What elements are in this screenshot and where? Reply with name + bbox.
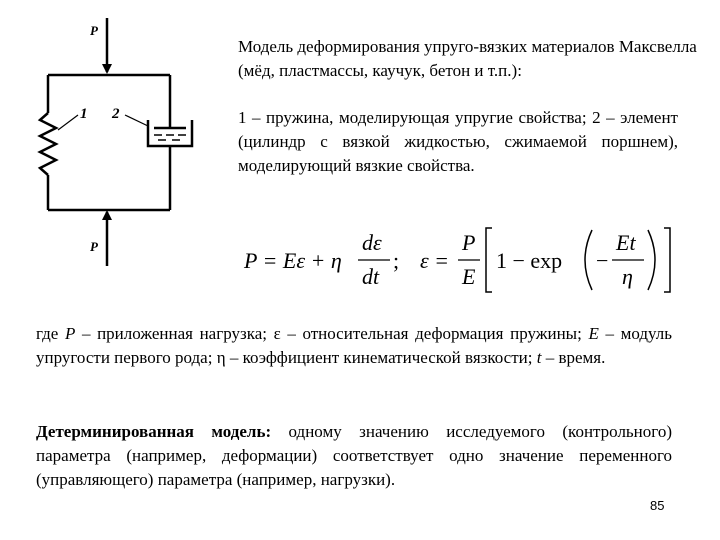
page-number: 85 xyxy=(650,498,665,513)
def-var-e: E xyxy=(588,324,599,343)
formula-frac1-den: dt xyxy=(362,264,380,289)
formula-frac3-den: η xyxy=(622,264,633,289)
def-var-t: t xyxy=(536,348,542,367)
maxwell-formula xyxy=(240,222,680,302)
deterministic-model-term: Детерминированная модель: xyxy=(36,422,272,441)
formula-left-bracket xyxy=(486,228,492,292)
formula-lhs: P = Eε + η xyxy=(244,248,342,273)
formula-eps-eq: ε = xyxy=(420,248,450,273)
formula-frac2-num: P xyxy=(462,230,476,255)
deterministic-model-paragraph xyxy=(36,420,672,492)
maxwell-model-diagram xyxy=(30,18,210,268)
def-text-e: – модуль упругости первого рода; η – коэффициент кинематической вязкости; xyxy=(36,324,672,367)
slide-title: Модель деформирования упруго-вязких материалов Максвелла (мёд, пластмассы, каучук, бетон и т.п.): xyxy=(238,37,697,80)
formula-frac2-den: E xyxy=(462,264,476,289)
damper-leader-line xyxy=(125,115,148,126)
def-text-a: где xyxy=(36,324,65,343)
def-var-p: P xyxy=(64,324,76,343)
formula-right-bracket xyxy=(664,228,670,292)
top-force-label: P xyxy=(90,23,98,38)
definitions-paragraph xyxy=(36,322,672,370)
formula-right-paren xyxy=(648,230,655,290)
formula-one-minus-exp: 1 − exp xyxy=(496,248,563,273)
spring-coil xyxy=(40,113,56,175)
spring-leader-line xyxy=(58,115,78,130)
spring-label: 1 xyxy=(80,106,88,122)
formula-frac1-num: dε xyxy=(362,230,382,255)
formula-inner-minus: − xyxy=(596,248,609,273)
deterministic-model-text: одному значению исследуемого (контрольного) параметра (например, деформации) соответствует одно значение переменного (управляющего) параметра (например, нагрузки). xyxy=(36,422,672,489)
bottom-force-label: P xyxy=(90,239,98,254)
bottom-force-arrowhead xyxy=(102,210,112,220)
formula-left-paren xyxy=(585,230,592,290)
formula-frac3-num: Et xyxy=(616,230,636,255)
element-legend: 1 – пружина, моделирующая упругие свойства; 2 – элемент (цилиндр с вязкой жидкостью, сжимаемой поршнем), моделирующий вязкие свойства. xyxy=(238,108,678,175)
def-text-g: – время. xyxy=(541,348,606,367)
damper-label: 2 xyxy=(112,106,120,122)
formula-separator: ; xyxy=(393,248,400,273)
top-force-arrowhead xyxy=(102,64,112,74)
def-text-c: – приложенная нагрузка; ε – относительная деформация пружины; xyxy=(75,324,589,343)
